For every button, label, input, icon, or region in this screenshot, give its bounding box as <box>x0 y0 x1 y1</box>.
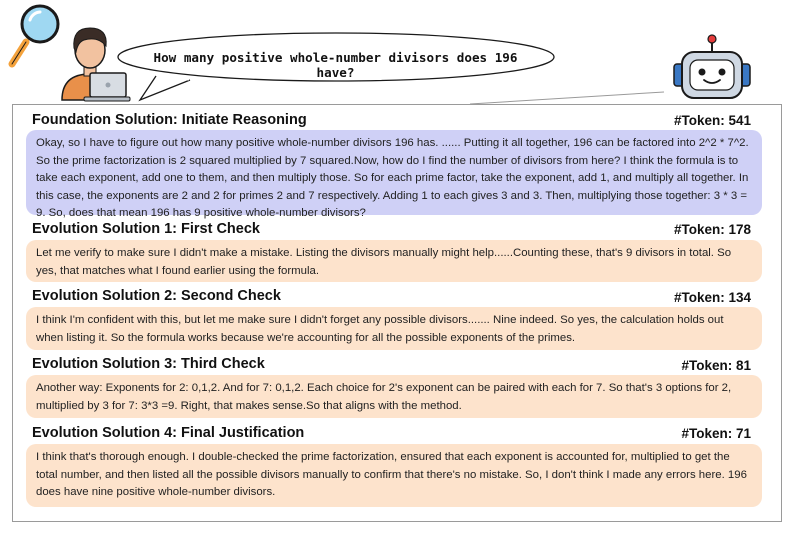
robot-icon <box>674 35 750 98</box>
person-with-laptop-icon <box>62 28 130 101</box>
foundation-token-count: #Token: 541 <box>673 113 751 128</box>
foundation-text-box: Okay, so I have to figure out how many positive whole-number divisors 196 has. ...... Putting it all together, 196 can be factored into 2^2 * 7^2. So the prime factorization is 2 squared multiplied by 7 squared.Now, how do I find the number of divisors from here? I think the formula is to take each exponent, add one to them, and then multiply those. So for each prime factor, take the exponent, add 1, and multiply all together. In this case, the exponents are 2 and 2 for primes 2 and 7 respectively. Adding 1 to each gives 3 and 3. Then, multiplying those together: 3 * 3 = 9. So, does that mean 196 has 9 positive whole-number divisors? <box>26 130 762 215</box>
evolution-4-token-count: #Token: 71 <box>681 426 751 441</box>
evolution-3-text-box: Another way: Exponents for 2: 0,1,2. And for 7: 0,1,2. Each choice for 2's exponent can be paired with each for 7. So that's 3 options for 2, multiplied by 3 for 7: 3*3 =9. Right, that makes sense.So that aligns with the method. <box>26 375 762 418</box>
connector-line <box>470 92 664 104</box>
evolution-1-token-count: #Token: 178 <box>673 222 751 237</box>
evolution-2-token-count: #Token: 134 <box>673 290 751 305</box>
magnifier-icon <box>12 6 58 64</box>
evolution-1-text-box: Let me verify to make sure I didn't make a mistake. Listing the divisors manually might help......Counting these, that's 9 divisors in total. So yes, that matches what I found earlier using the formula. <box>26 240 762 282</box>
evolution-4-text-box: I think that's thorough enough. I double-checked the prime factorization, ensured that each exponent is accounted for, multiplied to get the total number, and then listed all the possible divisors manually to confirm that there's no mistake. So, I don't think I made any errors here. 196 does have nine positive whole-number divisors. <box>26 444 762 507</box>
evolution-2-text-box: I think I'm confident with this, but let me make sure I didn't forget any possible divisors....... Nine indeed. So yes, the calculation holds out when listing it. So the formula works because we're accounting for all the possible exponents of the primes. <box>26 307 762 350</box>
question-text: How many positive whole-number divisors does 196 have? <box>153 50 518 80</box>
foundation-title: Foundation Solution: Initiate Reasoning <box>32 112 307 128</box>
evolution-4-title: Evolution Solution 4: Final Justification <box>32 425 305 441</box>
evolution-2-title: Evolution Solution 2: Second Check <box>32 288 281 304</box>
evolution-1-title: Evolution Solution 1: First Check <box>32 221 260 237</box>
evolution-3-token-count: #Token: 81 <box>681 358 751 373</box>
evolution-3-title: Evolution Solution 3: Third Check <box>32 356 265 372</box>
